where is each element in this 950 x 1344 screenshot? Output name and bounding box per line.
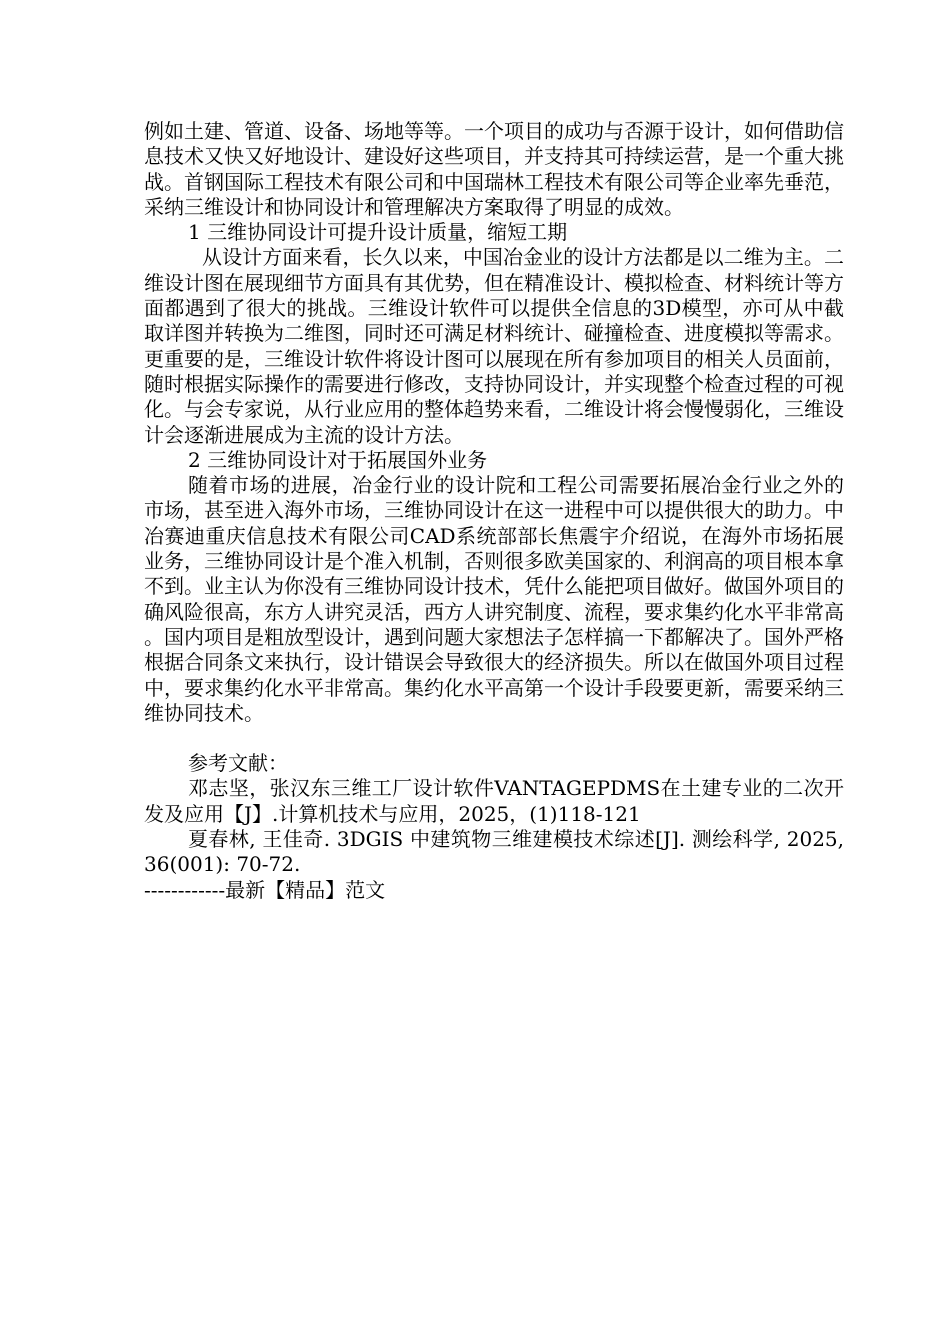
footer-tagline: ------------最新【精品】范文: [144, 877, 386, 902]
section-2-body: 随着市场的进展，冶金行业的设计院和工程公司需要拓展冶金行业之外的市场，甚至进入海外市场，三维协同设计在这一进程中可以提供很大的助力。中冶赛迪重庆信息技术有限公司CAD系统部部长焦震宇介绍说，在海外市场拓展业务，三维协同设计是个准入机制，否则很多欧美国家的、利润高的项目根本拿不到。业主认为你没有三维协同设计技术，凭什么能把项目做好。做国外项目的确风险很高，东方人讲究灵活，西方人讲究制度、流程，要求集约化水平非常高。国内项目是粗放型设计，遇到问题大家想法子怎样搞一下都解决了。国外严格根据合同条文来执行，设计错误会导致很大的经济损失。所以在做国外项目过程中，要求集约化水平非常高。集约化水平高第一个设计手段要更新，需要采纳三维协同技术。: [144, 473, 844, 725]
reference-item-2: 夏春林, 王佳奇. 3DGIS 中建筑物三维建模技术综述[J]. 测绘科学, 2025, 36(001): 70-72.: [144, 827, 844, 877]
references-heading: 参考文献：: [188, 751, 288, 776]
spacer: [144, 726, 844, 751]
section-1-heading: 1 三维协同设计可提升设计质量，缩短工期: [188, 220, 568, 245]
reference-item-1: 邓志坚，张汉东三维工厂设计软件VANTAGEPDMS在土建专业的二次开发及应用【J】.计算机技术与应用，2025，(1)118-121: [144, 776, 844, 826]
section-2-heading: 2 三维协同设计对于拓展国外业务: [188, 447, 488, 472]
section-1-body: 从设计方面来看，长久以来，中国冶金业的设计方法都是以二维为主。二维设计图在展现细节方面具有其优势，但在精准设计、模拟检查、材料统计等方面都遇到了很大的挑战。三维设计软件可以提供全信息的3D模型，亦可从中截取详图并转换为二维图，同时还可满足材料统计、碰撞检查、进度模拟等需求。更重要的是，三维设计软件将设计图可以展现在所有参加项目的相关人员面前，随时根据实际操作的需要进行修改，支持协同设计，并实现整个检查过程的可视化。与会专家说，从行业应用的整体趋势来看，二维设计将会慢慢弱化，三维设计会逐渐进展成为主流的设计方法。: [144, 245, 844, 447]
document-page: [144, 119, 844, 903]
intro-paragraph: 例如土建、管道、设备、场地等等。一个项目的成功与否源于设计，如何借助信息技术又快又好地设计、建设好这些项目，并支持其可持续运营，是一个重大挑战。首钢国际工程技术有限公司和中国瑞林工程技术有限公司等企业率先垂范，采纳三维设计和协同设计和管理解决方案取得了明显的成效。: [144, 119, 844, 219]
